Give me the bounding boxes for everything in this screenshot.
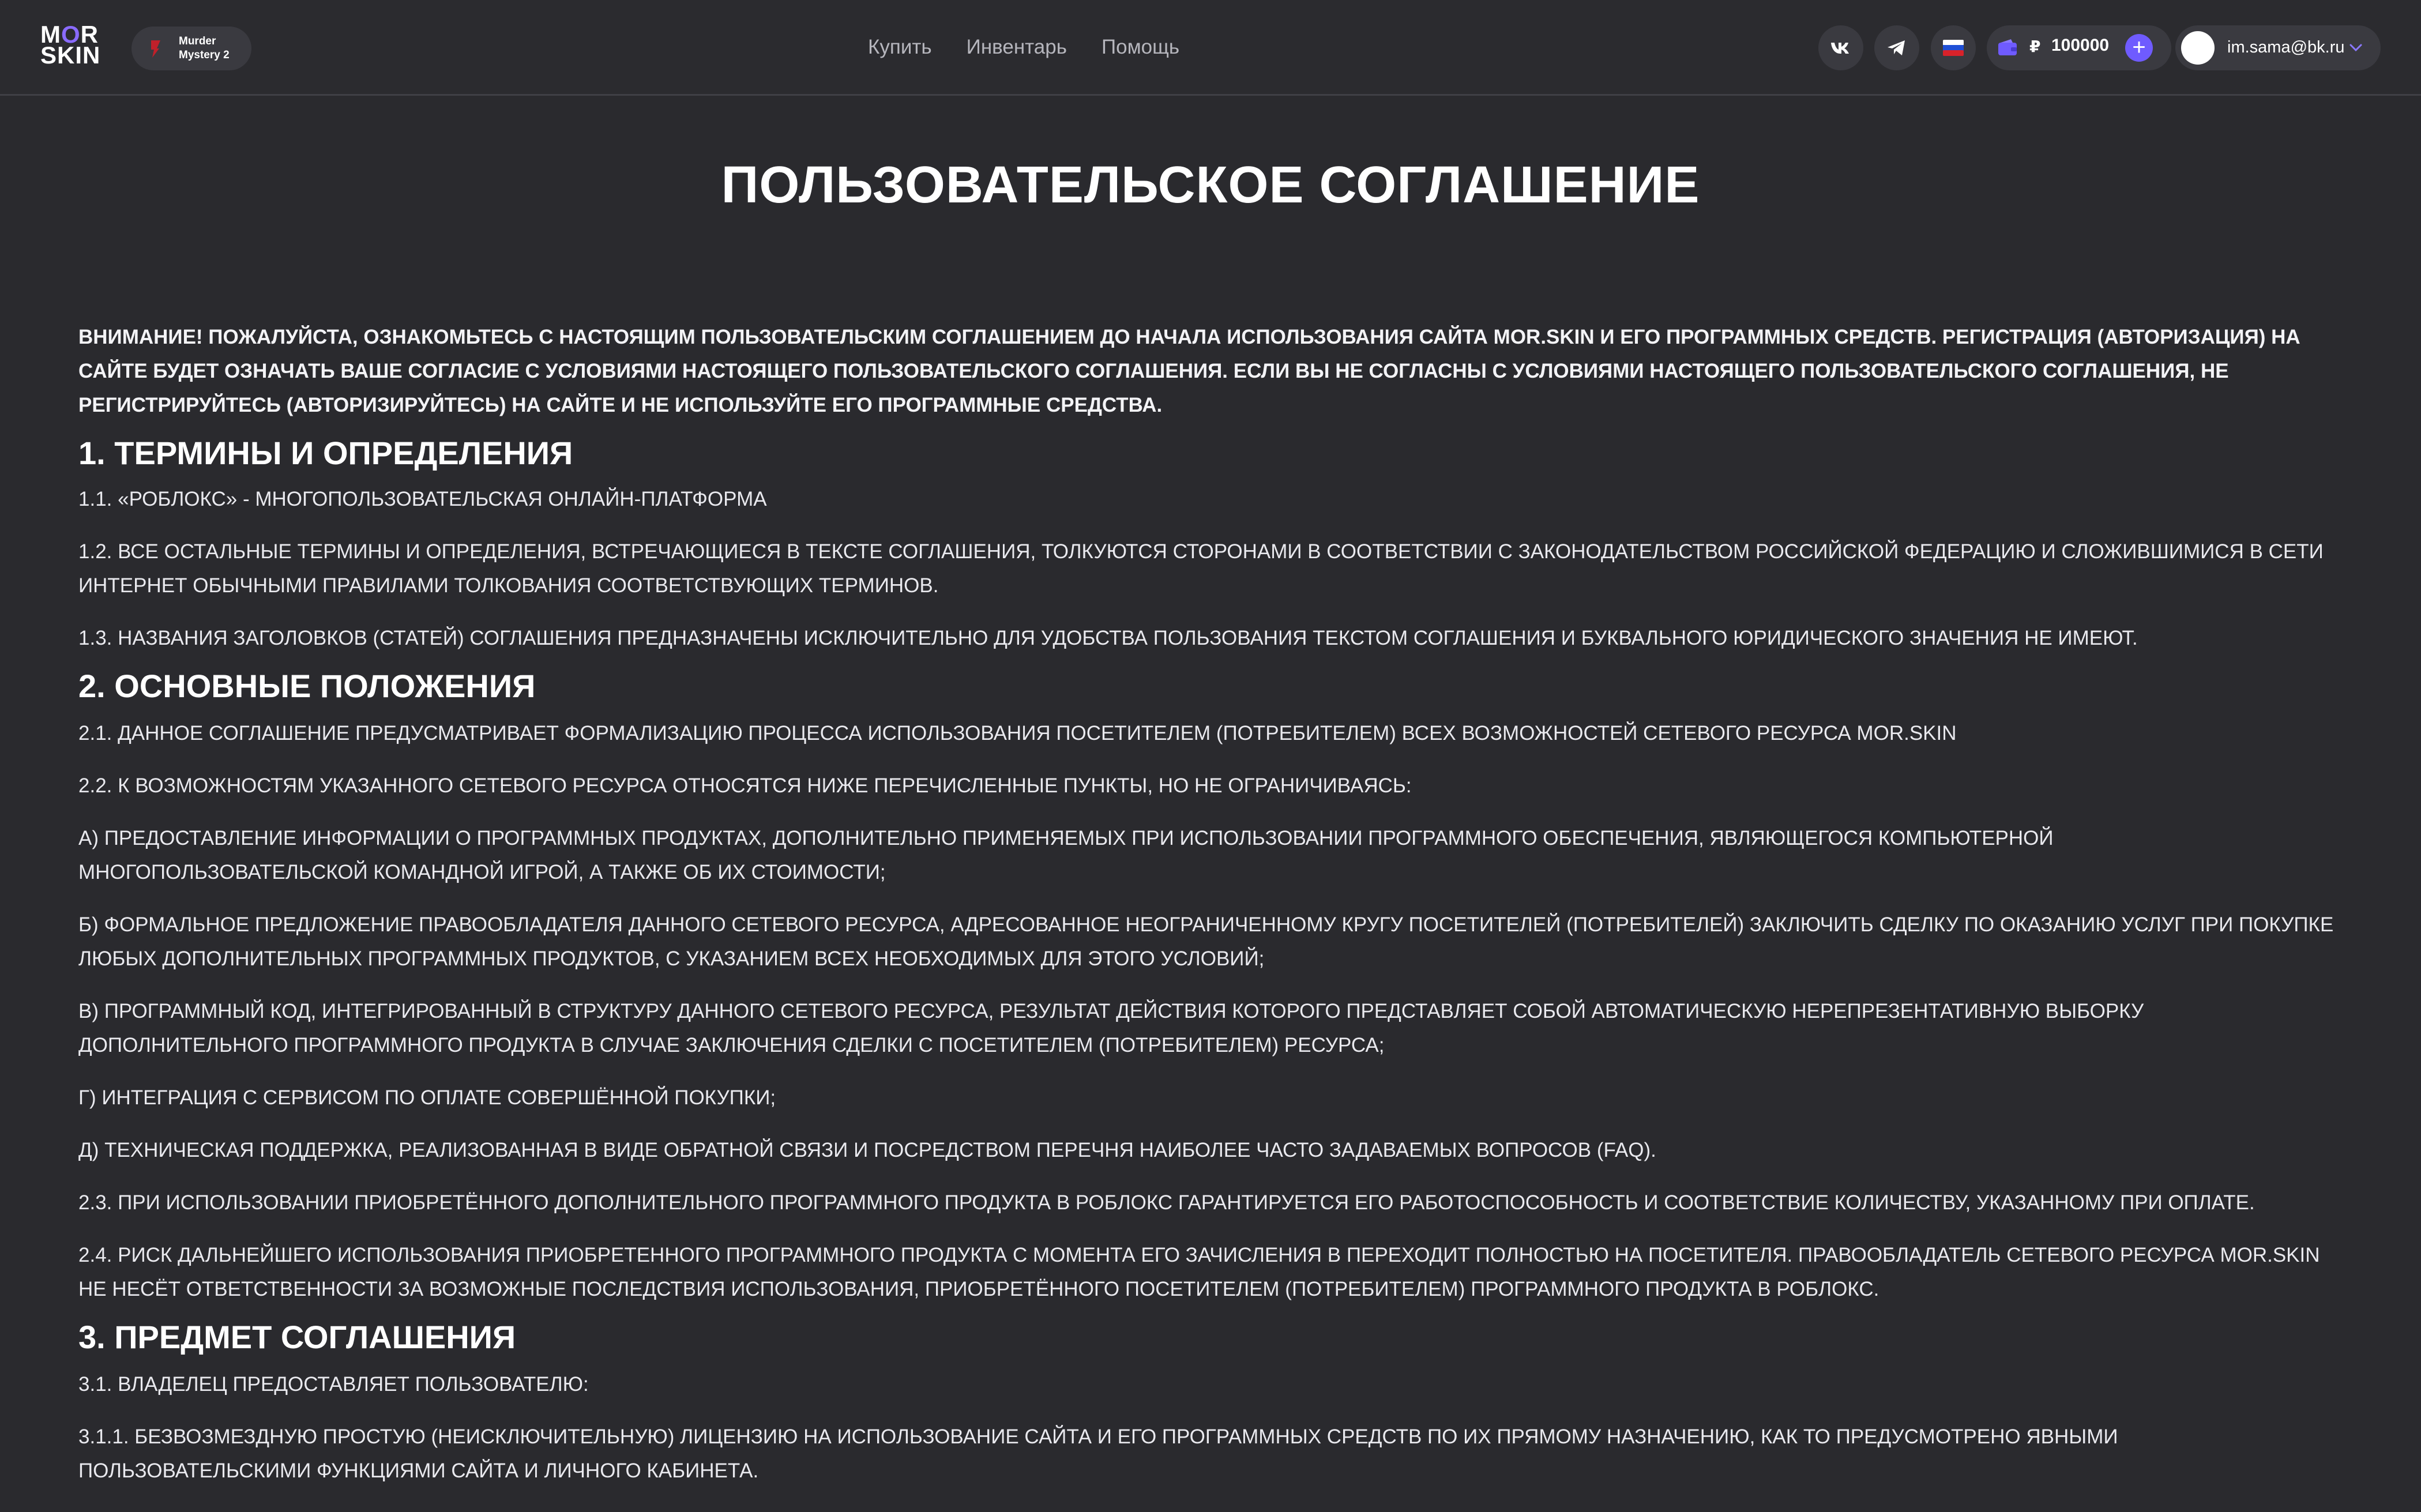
user-email: im.sama@bk.ru [2227, 38, 2345, 57]
paragraph-3-1: 3.1. ВЛАДЕЛЕЦ ПРЕДОСТАВЛЯЕТ ПОЛЬЗОВАТЕЛЮ: [78, 1373, 589, 1396]
section-2-title: 2. ОСНОВНЫЕ ПОЛОЖЕНИЯ [78, 668, 536, 704]
paragraph-1-3: 1.3. НАЗВАНИЯ ЗАГОЛОВКОВ (СТАТЕЙ) СОГЛАШЕНИЯ ПРЕДНАЗНАЧЕНЫ ИСКЛЮЧИТЕЛЬНО ДЛЯ УДОБСТВА ПОЛЬЗОВАНИЯ ТЕКСТОМ СОГЛАШЕНИЯ И БУКВАЛЬНОГО ЮРИДИЧЕСКОГО ЗНАЧЕНИЯ НЕ ИМЕЮТ. [78, 627, 2138, 649]
user-menu[interactable] [2175, 25, 2381, 70]
paragraph-1-2: 1.2. ВСЕ ОСТАЛЬНЫЕ ТЕРМИНЫ И ОПРЕДЕЛЕНИЯ, ВСТРЕЧАЮЩИЕСЯ В ТЕКСТЕ СОГЛАШЕНИЯ, ТОЛКУЮТСЯ СТОРОНАМИ В СООТВЕТСТВИИ С ЗАКОНОДАТЕЛЬСТВОМ РОССИЙСКОЙ ФЕДЕРАЦИЮ И СЛОЖИВШИМИСЯ В СЕТИ ИНТЕРНЕТ ОБЫЧНЫМИ ПРАВИЛАМИ ТОЛКОВАНИЯ СООТВЕТСТВУЮЩИХ ТЕРМИНОВ. [78, 540, 2324, 597]
agreement-content [78, 320, 2345, 1488]
paragraph-2-a: А) ПРЕДОСТАВЛЕНИЕ ИНФОРМАЦИИ О ПРОГРАММНЫХ ПРОДУКТАХ, ДОПОЛНИТЕЛЬНО ПРИМЕНЯЕМЫХ ПРИ ИСПОЛЬЗОВАНИИ ПРОГРАММНОГО ОБЕСПЕЧЕНИЯ, ЯВЛЯЮЩЕГОСЯ КОМПЬЮТЕРНОЙ МНОГОПОЛЬЗОВАТЕЛЬСКОЙ КОМАНДНОЙ ИГРОЙ, А ТАКЖЕ ОБ ИХ СТОИМОСТИ; [78, 827, 2054, 883]
top-header [0, 0, 2421, 96]
site-logo[interactable]: MOR SKIN [40, 21, 101, 69]
russia-flag-icon [1942, 36, 1965, 59]
knife-icon [144, 37, 167, 60]
nav-help[interactable]: Помощь [1101, 36, 1180, 58]
nav-buy[interactable]: Купить [868, 36, 932, 58]
intro-paragraph: ВНИМАНИЕ! ПОЖАЛУЙСТА, ОЗНАКОМЬТЕСЬ С НАСТОЯЩИМ ПОЛЬЗОВАТЕЛЬСКИМ СОГЛАШЕНИЕМ ДО НАЧАЛА ИСПОЛЬЗОВАНИЯ САЙТА MOR.SKIN И ЕГО ПРОГРАММНЫХ СРЕДСТВ. РЕГИСТРАЦИЯ (АВТОРИЗАЦИЯ) НА САЙТЕ БУДЕТ ОЗНАЧАТЬ ВАШЕ СОГЛАСИЕ С УСЛОВИЯМИ НАСТОЯЩЕГО ПОЛЬЗОВАТЕЛЬСКОГО СОГЛАШЕНИЯ. ЕСЛИ ВЫ НЕ СОГЛАСНЫ С УСЛОВИЯМИ НАСТОЯЩЕГО ПОЛЬЗОВАТЕЛЬСКОГО СОГЛАШЕНИЯ, НЕ РЕГИСТРИРУЙТЕСЬ (АВТОРИЗИРУЙТЕСЬ) НА САЙТЕ И НЕ ИСПОЛЬЗУЙТЕ ЕГО ПРОГРАММНЫЕ СРЕДСТВА. [78, 326, 2300, 416]
currency-symbol: ₽ [2029, 37, 2041, 55]
game-selector[interactable] [131, 27, 251, 70]
paragraph-1-1: 1.1. «РОБЛОКС» - МНОГОПОЛЬЗОВАТЕЛЬСКАЯ ОНЛАЙН-ПЛАТФОРМА [78, 488, 767, 510]
paragraph-2-3: 2.3. ПРИ ИСПОЛЬЗОВАНИИ ПРИОБРЕТЁННОГО ДОПОЛНИТЕЛЬНОГО ПРОГРАММНОГО ПРОДУКТА В РОБЛОКС ГАРАНТИРУЕТСЯ ЕГО РАБОТОСПОСОБНОСТЬ И СООТВЕТСТВИЕ КОЛИЧЕСТВУ, УКАЗАННОМУ ПРИ ОПЛАТЕ. [78, 1191, 2255, 1214]
paragraph-2-v: В) ПРОГРАММНЫЙ КОД, ИНТЕГРИРОВАННЫЙ В СТРУКТУРУ ДАННОГО СЕТЕВОГО РЕСУРСА, РЕЗУЛЬТАТ ДЕЙСТВИЯ КОТОРОГО ПРЕДСТАВЛЯЕТ СОБОЙ АВТОМАТИЧЕСКУЮ НЕРЕПРЕЗЕНТАТИВНУЮ ВЫБОРКУ ДОПОЛНИТЕЛЬНОГО ПРОГРАММНОГО ПРОДУКТА В СЛУЧАЕ ЗАКЛЮЧЕНИЯ СДЕЛКИ С ПОСЕТИТЕЛЕМ (ПОТРЕБИТЕЛЕМ) РЕСУРСА; [78, 1000, 2144, 1056]
section-1-title: 1. ТЕРМИНЫ И ОПРЕДЕЛЕНИЯ [78, 435, 573, 471]
balance-amount: 100000 [2051, 36, 2110, 55]
game-name: Murder Mystery 2 [179, 35, 230, 61]
vk-icon [1829, 36, 1852, 59]
balance-widget [1987, 25, 2171, 70]
avatar [2181, 31, 2215, 65]
paragraph-2-4: 2.4. РИСК ДАЛЬНЕЙШЕГО ИСПОЛЬЗОВАНИЯ ПРИОБРЕТЕННОГО ПРОГРАММНОГО ПРОДУКТА С МОМЕНТА ЕГО ЗАЧИСЛЕНИЯ В ПЕРЕХОДИТ ПОЛНОСТЬЮ НА ПОСЕТИТЕЛЯ. ПРАВООБЛАДАТЕЛЬ СЕТЕВОГО РЕСУРСА MOR.SKIN НЕ НЕСЁТ ОТВЕТСТВЕННОСТИ ЗА ВОЗМОЖНЫЕ ПОСЛЕДСТВИЯ ИСПОЛЬЗОВАНИЯ, ПРИОБРЕТЁННОГО ПОСЕТИТЕЛЕМ (ПОТРЕБИТЕЛЕМ) ПРОГРАММНОГО ПРОДУКТА В РОБЛОКС. [78, 1244, 2320, 1300]
paragraph-3-1-1: 3.1.1. БЕЗВОЗМЕЗДНУЮ ПРОСТУЮ (НЕИСКЛЮЧИТЕЛЬНУЮ) ЛИЦЕНЗИЮ НА ИСПОЛЬЗОВАНИЕ САЙТА И ЕГО ПРОГРАММНЫХ СРЕДСТВ ПО ИХ ПРЯМОМУ НАЗНАЧЕНИЮ, КАК ТО ПРЕДУСМОТРЕНО ЯВНЫМИ ПОЛЬЗОВАТЕЛЬСКИМИ ФУНКЦИЯМИ САЙТА И ЛИЧНОГО КАБИНЕТА. [78, 1426, 2118, 1482]
telegram-icon [1885, 36, 1908, 59]
paragraph-2-1: 2.1. ДАННОЕ СОГЛАШЕНИЕ ПРЕДУСМАТРИВАЕТ ФОРМАЛИЗАЦИЮ ПРОЦЕССА ИСПОЛЬЗОВАНИЯ ПОСЕТИТЕЛЕМ (ПОТРЕБИТЕЛЕМ) ВСЕХ ВОЗМОЖНОСТЕЙ СЕТЕВОГО РЕСУРСА MOR.SKIN [78, 722, 1957, 744]
add-funds-button[interactable]: + [2125, 34, 2153, 62]
wallet-icon [1997, 38, 2018, 58]
section-3-title: 3. ПРЕДМЕТ СОГЛАШЕНИЯ [78, 1319, 516, 1355]
nav-inventory[interactable]: Инвентарь [966, 36, 1067, 58]
main-nav [868, 31, 1179, 63]
telegram-button[interactable] [1874, 25, 1919, 70]
language-button[interactable] [1931, 25, 1976, 70]
paragraph-2-b: Б) ФОРМАЛЬНОЕ ПРЕДЛОЖЕНИЕ ПРАВООБЛАДАТЕЛЯ ДАННОГО СЕТЕВОГО РЕСУРСА, АДРЕСОВАННОЕ НЕОГРАНИЧЕННОМУ КРУГУ ПОСЕТИТЕЛЕЙ (ПОТРЕБИТЕЛЕЙ) ЗАКЛЮЧИТЬ СДЕЛКУ ПО ОКАЗАНИЮ УСЛУГ ПРИ ПОКУПКЕ ЛЮБЫХ ДОПОЛНИТЕЛЬНЫХ ПРОГРАММНЫХ ПРОДУКТОВ, С УКАЗАНИЕМ ВСЕХ НЕОБХОДИМЫХ ДЛЯ ЭТОГО УСЛОВИЙ; [78, 913, 2334, 970]
paragraph-2-d: Д) ТЕХНИЧЕСКАЯ ПОДДЕРЖКА, РЕАЛИЗОВАННАЯ В ВИДЕ ОБРАТНОЙ СВЯЗИ И ПОСРЕДСТВОМ ПЕРЕЧНЯ НАИБОЛЕЕ ЧАСТО ЗАДАВАЕМЫХ ВОПРОСОВ (FAQ). [78, 1139, 1656, 1161]
vk-button[interactable] [1818, 25, 1863, 70]
page-title: ПОЛЬЗОВАТЕЛЬСКОЕ СОГЛАШЕНИЕ [721, 156, 1700, 214]
chevron-down-icon [2348, 42, 2363, 53]
paragraph-2-2: 2.2. К ВОЗМОЖНОСТЯМ УКАЗАННОГО СЕТЕВОГО РЕСУРСА ОТНОСЯТСЯ НИЖЕ ПЕРЕЧИСЛЕННЫЕ ПУНКТЫ, НО НЕ ОГРАНИЧИВАЯСЬ: [78, 774, 1412, 797]
paragraph-2-g: Г) ИНТЕГРАЦИЯ С СЕРВИСОМ ПО ОПЛАТЕ СОВЕРШЁННОЙ ПОКУПКИ; [78, 1086, 776, 1109]
